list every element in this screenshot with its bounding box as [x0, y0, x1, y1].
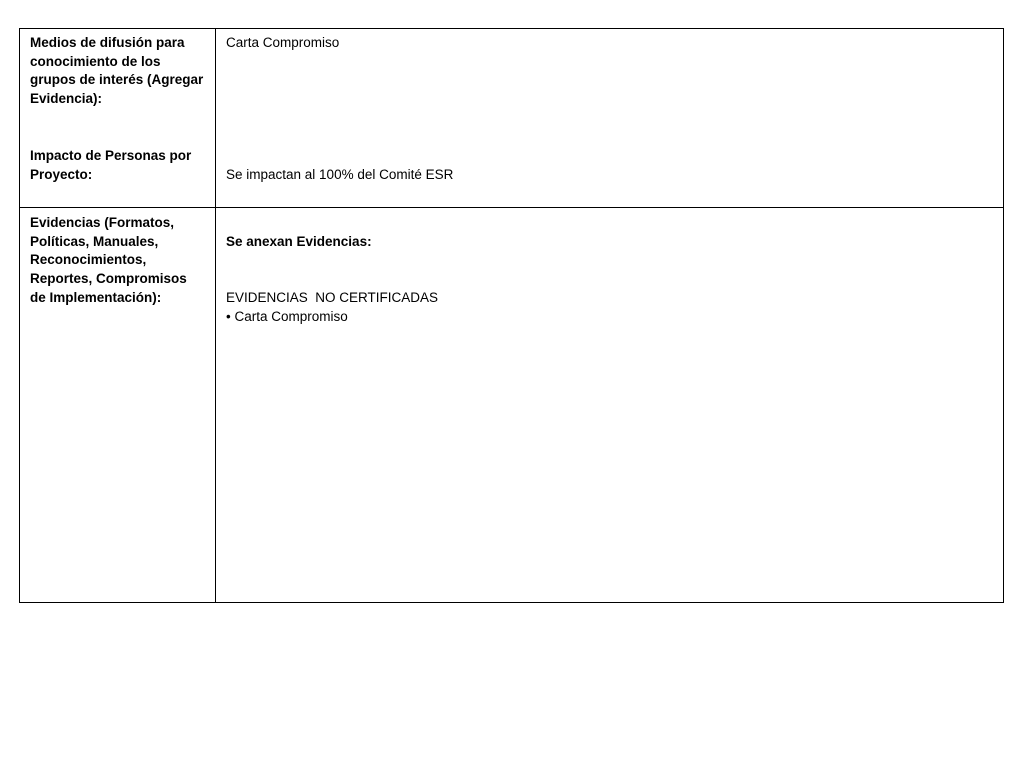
- label-line: de Implementación):: [30, 289, 162, 305]
- label-line: conocimiento de los: [30, 53, 161, 69]
- label-line: Reportes, Compromisos: [30, 271, 187, 287]
- value-evidencias-list: [226, 289, 986, 326]
- label-line: Políticas, Manuales,: [30, 233, 159, 249]
- column-divider: [215, 29, 216, 602]
- label-evidencias: [30, 214, 210, 308]
- label-line: Proyecto:: [30, 166, 93, 182]
- value-impacto-personas: Se impactan al 100% del Comité ESR: [226, 167, 454, 182]
- label-line: Impacto de Personas por: [30, 148, 192, 163]
- label-line: grupos de interés (Agregar: [30, 72, 204, 88]
- label-impacto-personas: [30, 147, 210, 184]
- label-line: Evidencia):: [30, 91, 103, 107]
- evidence-bullet-item: • Carta Compromiso: [226, 308, 348, 324]
- evidence-line: EVIDENCIAS NO CERTIFICADAS: [226, 290, 439, 305]
- label-line: Medios de difusión para: [30, 35, 185, 50]
- label-line: Reconocimientos,: [30, 252, 147, 268]
- label-medios-difusion: [30, 34, 210, 109]
- row-divider: [20, 207, 1003, 208]
- evidence-table: [19, 28, 1004, 603]
- value-medios-difusion: Carta Compromiso: [226, 35, 340, 50]
- label-line: Evidencias (Formatos,: [30, 215, 175, 230]
- value-evidencias-heading: Se anexan Evidencias:: [226, 234, 372, 249]
